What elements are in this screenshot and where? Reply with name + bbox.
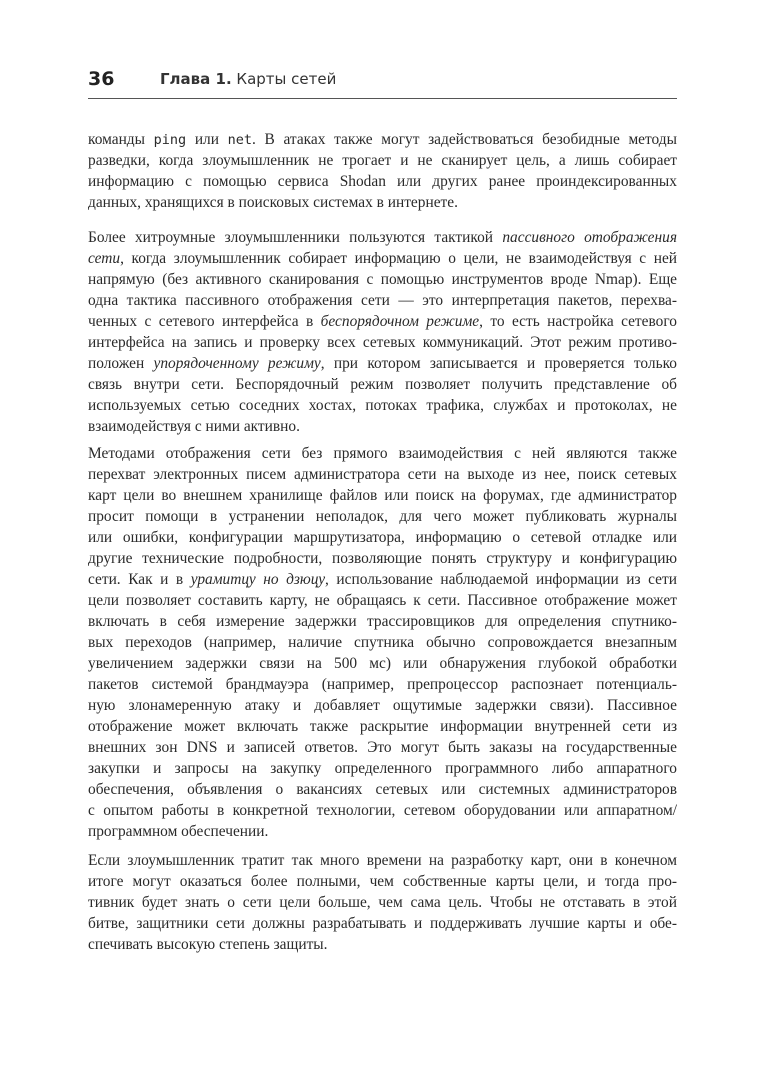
text-run: пакетов системой брандмауэра (например, препроцессор распознает потенциаль- — [88, 676, 678, 693]
text-run: одна тактика пассивного отображения сети — это интерпретация пакетов, перехва- — [88, 292, 677, 309]
text-line — [88, 332, 677, 353]
text-line-content — [88, 850, 677, 871]
text-line-content — [88, 374, 677, 395]
text-line-content — [88, 695, 677, 716]
text-line-content — [88, 934, 328, 955]
text-line-content — [88, 150, 677, 171]
text-line-content — [88, 913, 677, 934]
text-line-content — [88, 892, 677, 913]
text-line-content — [88, 192, 458, 213]
text-line — [88, 737, 677, 758]
text-line — [88, 695, 677, 716]
text-line — [88, 934, 677, 955]
text-line — [88, 632, 677, 653]
text-run: отображение может включать также раскрытие информации внутренней сети из — [88, 718, 678, 735]
text-line-content — [88, 758, 677, 779]
text-line — [88, 416, 677, 437]
text-run: , при котором записывается и проверяется только — [320, 355, 677, 372]
text-line — [88, 716, 677, 737]
page-number: 36 — [88, 68, 115, 90]
text-run: обеспечения, объявления о вакансиях сетевых или системных администраторов — [88, 781, 678, 798]
text-line — [88, 569, 677, 590]
text-line-content — [88, 464, 677, 485]
text-run: напрямую (без активного сканирования с помощью инструментов вроде Nmap). Еще — [88, 271, 678, 288]
text-line — [88, 171, 677, 192]
paragraph — [88, 129, 677, 213]
text-run: включать в себя измерение задержки трассировщиков для определения спутнико- — [88, 613, 677, 630]
text-line — [88, 464, 677, 485]
text-run: данных, хранящихся в поисковых системах в интернете. — [88, 194, 458, 211]
text-line-content — [88, 674, 677, 695]
text-line-content — [88, 527, 677, 548]
italic-term: сети — [88, 250, 121, 267]
text-line — [88, 353, 677, 374]
chapter-label: Глава 1. — [160, 70, 232, 88]
text-line — [88, 850, 677, 871]
text-line-content — [88, 485, 677, 506]
text-line — [88, 290, 677, 311]
text-line — [88, 913, 677, 934]
text-line — [88, 374, 677, 395]
text-line — [88, 227, 677, 248]
text-line — [88, 590, 677, 611]
text-line-content — [88, 653, 677, 674]
text-run: другие технические подробности, позволяющие понять структуру и конфигурацию — [88, 550, 678, 567]
header-divider — [88, 98, 677, 99]
text-line — [88, 192, 677, 213]
text-run: внешних зон DNS и записей ответов. Это могут быть заказы на государственные — [88, 739, 677, 756]
text-run: перехват электронных писем администратора сети на выходе из нее, поиск сетевых — [88, 466, 677, 483]
text-line-content — [88, 395, 677, 416]
text-run: используемых сетью соседних хостах, потоках трафика, службах и протоколах, не — [88, 397, 677, 414]
text-line-content — [88, 506, 677, 527]
italic-term: беспорядочном режиме — [320, 313, 480, 330]
text-run: информацию с помощью сервиса Shodan или других ранее проиндексированных — [88, 173, 677, 190]
text-run: спечивать высокую степень защиты. — [88, 936, 328, 953]
text-line — [88, 150, 677, 171]
text-line — [88, 821, 677, 842]
text-line-content — [88, 416, 300, 437]
italic-term: упорядоченному режиму — [153, 355, 321, 372]
text-run: вых переходов (например, наличие спутника обычно сопровождается внезапным — [88, 634, 677, 651]
text-line — [88, 800, 677, 821]
text-run: Более хитроумные злоумышленники пользуются тактикой — [88, 229, 503, 246]
text-line-content — [88, 443, 677, 464]
text-line-content — [88, 269, 677, 290]
text-line-content — [88, 590, 677, 611]
text-run: карт цели во внешнем хранилище файлов или поиск на форумах, где администратор — [88, 487, 677, 504]
text-line-content — [88, 311, 677, 332]
text-run: битве, защитники сети должны разрабатывать и поддерживать лучшие карты и обе- — [88, 915, 677, 932]
text-line — [88, 129, 677, 150]
text-line — [88, 527, 677, 548]
text-run: связь внутри сети. Беспорядочный режим позволяет получить представление об — [88, 376, 677, 393]
text-run: взаимодействуя с ними активно. — [88, 418, 300, 435]
text-run: сети. Как и в — [88, 571, 191, 588]
text-run: или — [186, 131, 228, 148]
text-run: , когда злоумышленник собирает информацию о цели, не взаимодействуя с ней — [120, 250, 678, 267]
text-line-content — [88, 716, 677, 737]
text-line — [88, 311, 677, 332]
text-run: итоге могут оказаться более полными, чем собственные карты цели, и тогда про- — [88, 873, 678, 890]
text-line — [88, 871, 677, 892]
text-run: тивник будет знать о сети цели больше, чем сама цель. Чтобы не отставать в этой — [88, 894, 677, 911]
text-run: ную злонамеренную атаку и добавляет ощутимые задержки связи). Пассивное — [88, 697, 678, 714]
text-run: разведки, когда злоумышленник не трогает и не сканирует цель, а лишь собирает — [88, 152, 678, 169]
text-line-content — [88, 800, 677, 821]
text-line — [88, 674, 677, 695]
text-line-content — [88, 248, 677, 269]
text-line — [88, 506, 677, 527]
text-run: цели позволяет составить карту, не обращаясь к сети. Пассивное отображение может — [88, 592, 677, 609]
text-line-content — [88, 611, 677, 632]
text-line — [88, 779, 677, 800]
text-line-content — [88, 171, 677, 192]
text-line-content — [88, 129, 677, 151]
running-header — [88, 68, 677, 96]
text-line-content — [88, 227, 677, 248]
text-line — [88, 611, 677, 632]
text-line-content — [88, 548, 677, 569]
text-line-content — [88, 353, 677, 374]
text-run: ченных с сетевого интерфейса в — [88, 313, 321, 330]
text-line-content — [88, 290, 677, 311]
text-line-content — [88, 871, 677, 892]
paragraph — [88, 850, 677, 955]
text-line — [88, 548, 677, 569]
text-run: . В атаках также могут задействоваться безобидные методы — [252, 131, 677, 148]
paragraph — [88, 227, 677, 437]
text-run: просит помощи в устранении неполадок, для чего может публиковать журналы — [88, 508, 677, 525]
text-run: с опытом работы в конкретной технологии, сетевом оборудовании или аппаратном/ — [88, 802, 677, 819]
text-run: программном обеспечении. — [88, 823, 269, 840]
italic-term: урамитцу но дзюцу — [190, 571, 326, 588]
text-line — [88, 653, 677, 674]
italic-term: пассивного отображения — [502, 229, 677, 246]
code-text: net — [227, 132, 253, 148]
text-line-content — [88, 632, 677, 653]
text-run: Если злоумышленник тратит так много времени на разработку карт, они в конечном — [88, 852, 677, 869]
text-line — [88, 269, 677, 290]
text-run: , то есть настройка сетевого — [479, 313, 677, 330]
text-line — [88, 892, 677, 913]
text-run: увеличением задержки связи на 500 мс) или обнаружения глубокой обработки — [88, 655, 677, 672]
text-run: , использование наблюдаемой информации из сети — [325, 571, 677, 588]
text-line-content — [88, 779, 677, 800]
text-line — [88, 485, 677, 506]
chapter-title: Карты сетей — [236, 70, 337, 88]
text-run: или ошибки, конфигурации маршрутизатора, информацию о сетевой отладке или — [88, 529, 677, 546]
text-line-content — [88, 821, 268, 842]
text-run: команды — [88, 131, 154, 148]
text-run: положен — [88, 355, 154, 372]
text-run: закупки и запросы на закупку определенного программного либо аппаратного — [88, 760, 677, 777]
paragraph — [88, 443, 677, 842]
text-line — [88, 248, 677, 269]
chapter-heading — [160, 70, 336, 88]
text-run: интерфейса на запись и проверку всех сетевых коммуникаций. Этот режим противо- — [88, 334, 678, 351]
text-line — [88, 758, 677, 779]
text-run: Методами отображения сети без прямого взаимодействия с ней являются также — [88, 445, 677, 462]
text-line — [88, 395, 677, 416]
text-line-content — [88, 569, 677, 590]
text-line — [88, 443, 677, 464]
text-line-content — [88, 737, 677, 758]
text-line-content — [88, 332, 677, 353]
code-text: ping — [153, 132, 187, 148]
